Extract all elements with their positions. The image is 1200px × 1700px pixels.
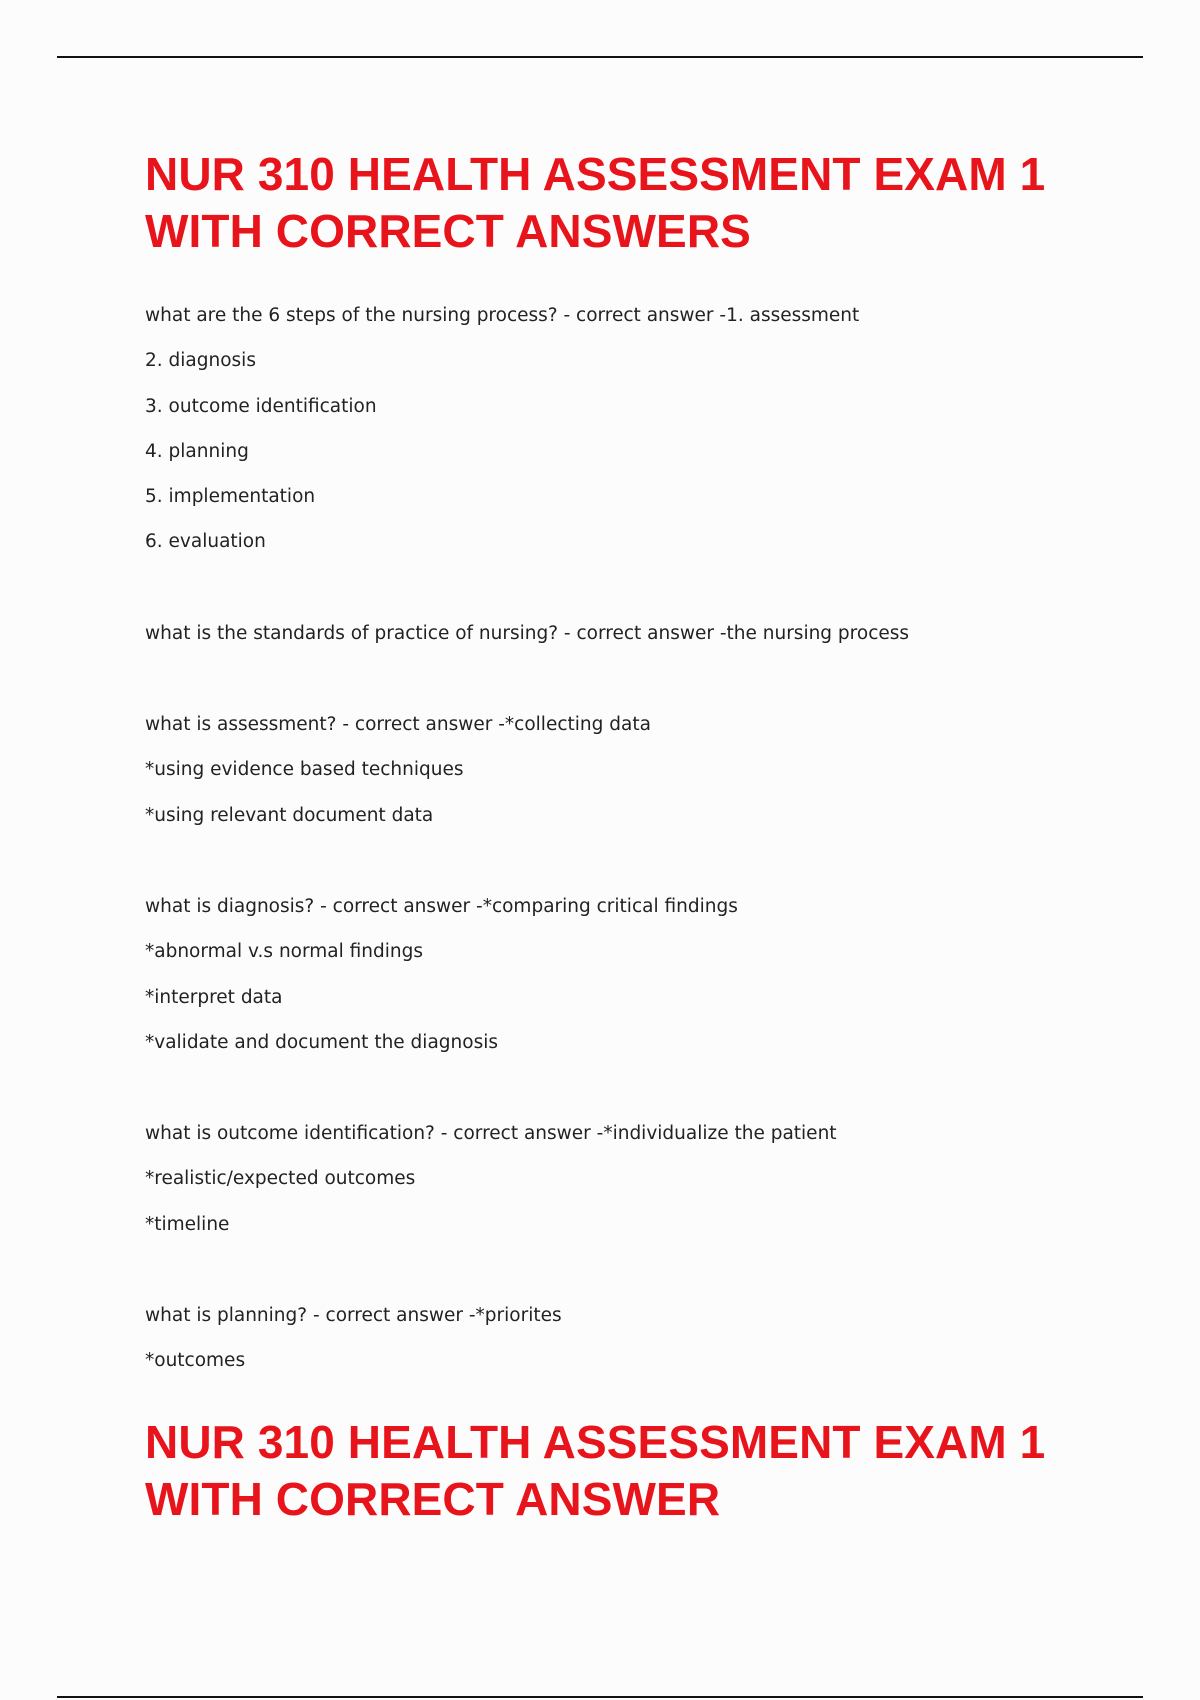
qa-line: what is diagnosis? - correct answer -*comparing critical findings [145,895,738,917]
qa-line: 4. planning [145,440,249,462]
footer-title: NUR 310 HEALTH ASSESSMENT EXAM 1 WITH CORRECT ANSWER [145,1416,1046,1525]
qa-item [145,1120,1105,1256]
qa-line: what is the standards of practice of nursing? - correct answer -the nursing process [145,622,910,644]
qa-item [145,893,1105,1074]
qa-item [145,620,1105,665]
qa-line: 3. outcome identification [145,395,377,417]
qa-line: *outcomes [145,1350,246,1372]
bottom-rule [57,1696,1143,1698]
qa-line: *using relevant document data [145,804,434,826]
qa-item [145,711,1105,847]
qa-line: what is assessment? - correct answer -*collecting data [145,714,651,736]
qa-line: *validate and document the diagnosis [145,1031,498,1053]
qa-list [145,302,1105,1439]
document-title: NUR 310 HEALTH ASSESSMENT EXAM 1 WITH CORRECT ANSWERS [145,148,1046,257]
qa-line: 5. implementation [145,486,316,508]
qa-line: *abnormal v.s normal findings [145,941,424,963]
qa-line: *interpret data [145,986,283,1008]
qa-line: what is outcome identification? - correct answer -*individualize the patient [145,1123,837,1145]
qa-line: *realistic/expected outcomes [145,1168,416,1190]
qa-item [145,1302,1105,1393]
qa-line: what is planning? - correct answer -*priorites [145,1305,562,1327]
top-rule [57,56,1143,58]
qa-line: *timeline [145,1213,230,1235]
qa-line: 6. evaluation [145,531,266,553]
qa-line: 2. diagnosis [145,350,256,372]
qa-line: what are the 6 steps of the nursing process? - correct answer -1. assessment [145,305,860,326]
qa-item [145,302,1105,574]
qa-line: *using evidence based techniques [145,759,464,781]
